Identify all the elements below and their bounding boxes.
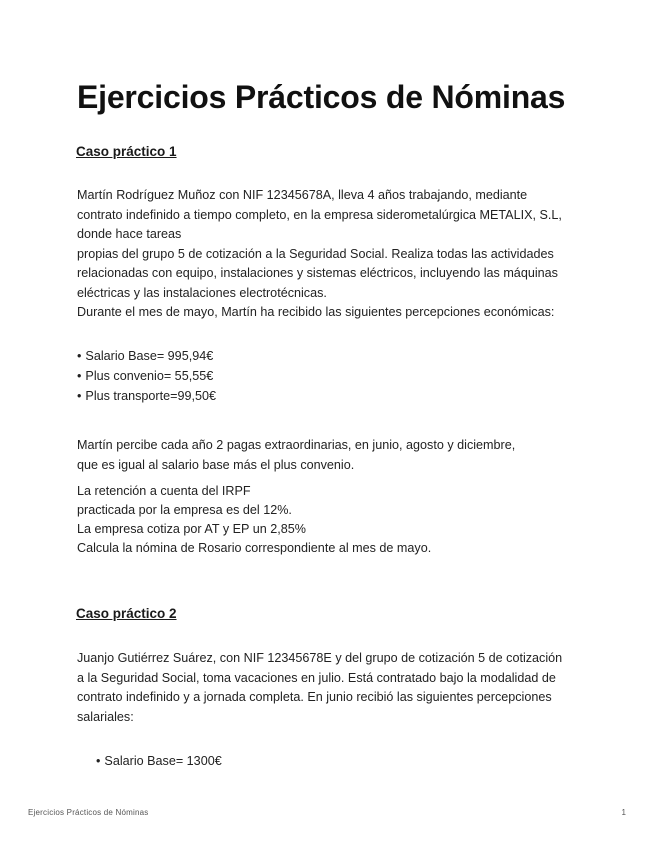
bullet-icon: • [77, 349, 82, 363]
footer-document-title: Ejercicios Prácticos de Nóminas [28, 808, 149, 817]
list-item [77, 366, 216, 386]
text-line: Juanjo Gutiérrez Suárez, con NIF 12345678E y del grupo de cotización 5 de cotización [77, 651, 563, 665]
list-item-text: Plus convenio= 55,55€ [85, 369, 214, 383]
footer-page-number: 1 [621, 808, 626, 817]
text-line: que es igual al salario base más el plus convenio. [77, 457, 355, 472]
text-line: Calcula la nómina de Rosario correspondiente al mes de mayo. [77, 541, 432, 555]
text-line: contrato indefinido a tiempo completo, en la empresa siderometalúrgica METALIX, S.L, [77, 207, 562, 222]
bullet-icon: • [77, 369, 82, 383]
bullet-icon: • [77, 389, 82, 403]
text-line: salariales: [77, 709, 134, 724]
case-1-heading: Caso práctico 1 [76, 144, 177, 159]
list-item [77, 346, 216, 366]
text-line: propias del grupo 5 de cotización a la Seguridad Social. Realiza todas las actividades [77, 246, 554, 261]
text-line: Martín percibe cada año 2 pagas extraordinarias, en junio, agosto y diciembre, [77, 438, 516, 452]
list-item-text: Plus transporte=99,50€ [85, 389, 216, 403]
text-line: Durante el mes de mayo, Martín ha recibido las siguientes percepciones económicas: [77, 305, 555, 319]
text-line: contrato indefinido y a jornada completa. En junio recibió las siguientes percepciones [77, 690, 552, 704]
text-line: donde hace tareas [77, 227, 182, 241]
text-line: La retención a cuenta del IRPF [77, 484, 251, 498]
list-item-text: Salario Base= 1300€ [104, 754, 222, 768]
bullet-icon: • [96, 754, 101, 768]
text-line: Martín Rodríguez Muñoz con NIF 12345678A, lleva 4 años trabajando, mediante [77, 188, 528, 202]
case-1-extra-pay [77, 436, 515, 475]
text-line: a la Seguridad Social, toma vacaciones en julio. Está contratado bajo la modalidad de [77, 670, 556, 685]
case-2-intro [77, 649, 562, 727]
list-item [77, 386, 216, 406]
case-2-earnings-list [96, 751, 222, 771]
document-title: Ejercicios Prácticos de Nóminas [77, 79, 566, 115]
text-line: La empresa cotiza por AT y EP un 2,85% [77, 522, 306, 536]
case-1-earnings-list [77, 346, 216, 406]
text-line: relacionadas con equipo, instalaciones y sistemas eléctricos, incluyendo las máquinas [77, 266, 558, 280]
list-item-text: Salario Base= 995,94€ [85, 349, 214, 363]
case-1-irpf [77, 482, 431, 558]
text-line: eléctricas y las instalaciones electrotécnicas. [77, 285, 327, 300]
case-1-intro [77, 186, 562, 323]
list-item [96, 751, 222, 771]
case-2-heading: Caso práctico 2 [76, 606, 177, 621]
text-line: practicada por la empresa es del 12%. [77, 503, 292, 517]
